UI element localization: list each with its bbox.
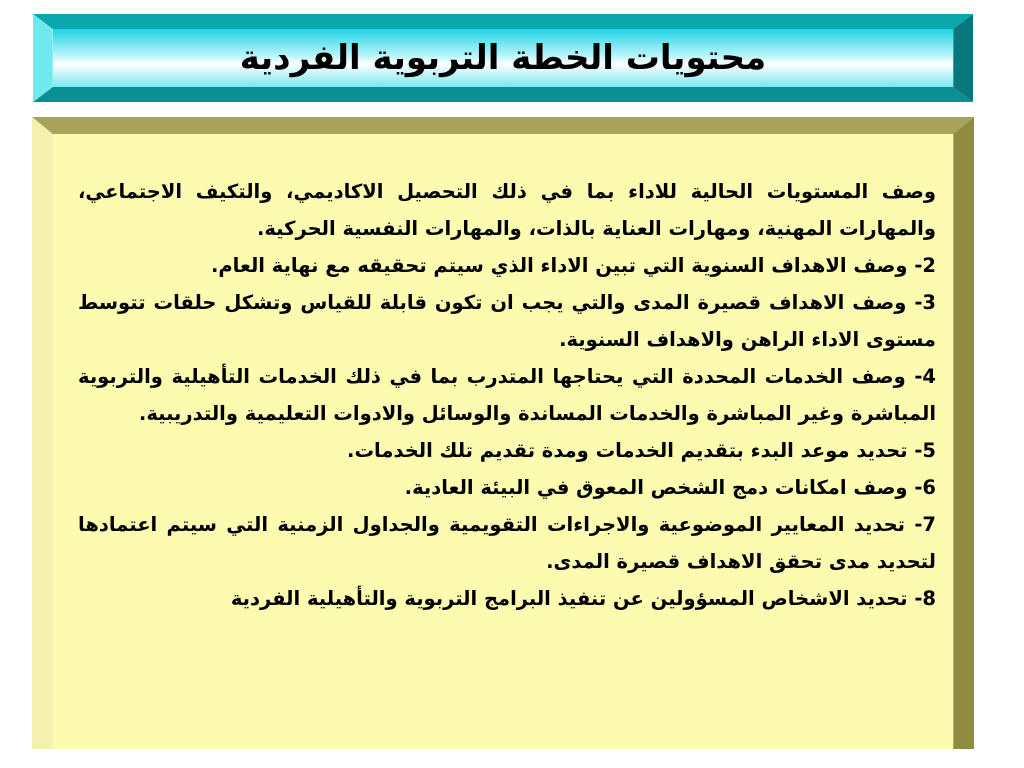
list-item-7: 7- تحديد المعايير الموضوعية والاجراءات التقويمية والجداول الزمنية التي سيتم اعتمادها لتحديد مدى تحقق الاهداف قصيرة المدى. (78, 513, 936, 573)
list-item-1: وصف المستويات الحالية للاداء بما في ذلك التحصيل الاكاديمي، والتكيف الاجتماعي، والمهارات المهنية، ومهارات العناية بالذات، والمهارات النفسية الحركية. (78, 180, 936, 240)
slide-title: محتويات الخطة التربوية الفردية (239, 38, 767, 78)
list-item-3: 3- وصف الاهداف قصيرة المدى والتي يجب ان تكون قابلة للقياس وتشكل حلقات تتوسط مستوى الاداء الراهن والاهداف السنوية. (78, 291, 936, 351)
content-list (78, 173, 936, 617)
list-item-8: 8- تحديد الاشخاص المسؤولين عن تنفيذ البرامج التربوية والتأهيلية الفردية (230, 587, 936, 610)
content-panel (32, 117, 974, 749)
title-banner (33, 14, 973, 102)
title-face (53, 29, 953, 87)
list-item-6: 6- وصف امكانات دمج الشخص المعوق في البيئة العادية. (404, 476, 936, 499)
list-item-4: 4- وصف الخدمات المحددة التي يحتاجها المتدرب بما في ذلك الخدمات التأهيلية والتربوية المباشرة وغير المباشرة والخدمات المساندة والوسائل والادوات التعليمية والتدريبية. (78, 365, 936, 425)
list-item-2: 2- وصف الاهداف السنوية التي تبين الاداء الذي سيتم تحقيقه مع نهاية العام. (210, 254, 936, 277)
list-item-5: 5- تحديد موعد البدء بتقديم الخدمات ومدة تقديم تلك الخدمات. (347, 439, 936, 462)
